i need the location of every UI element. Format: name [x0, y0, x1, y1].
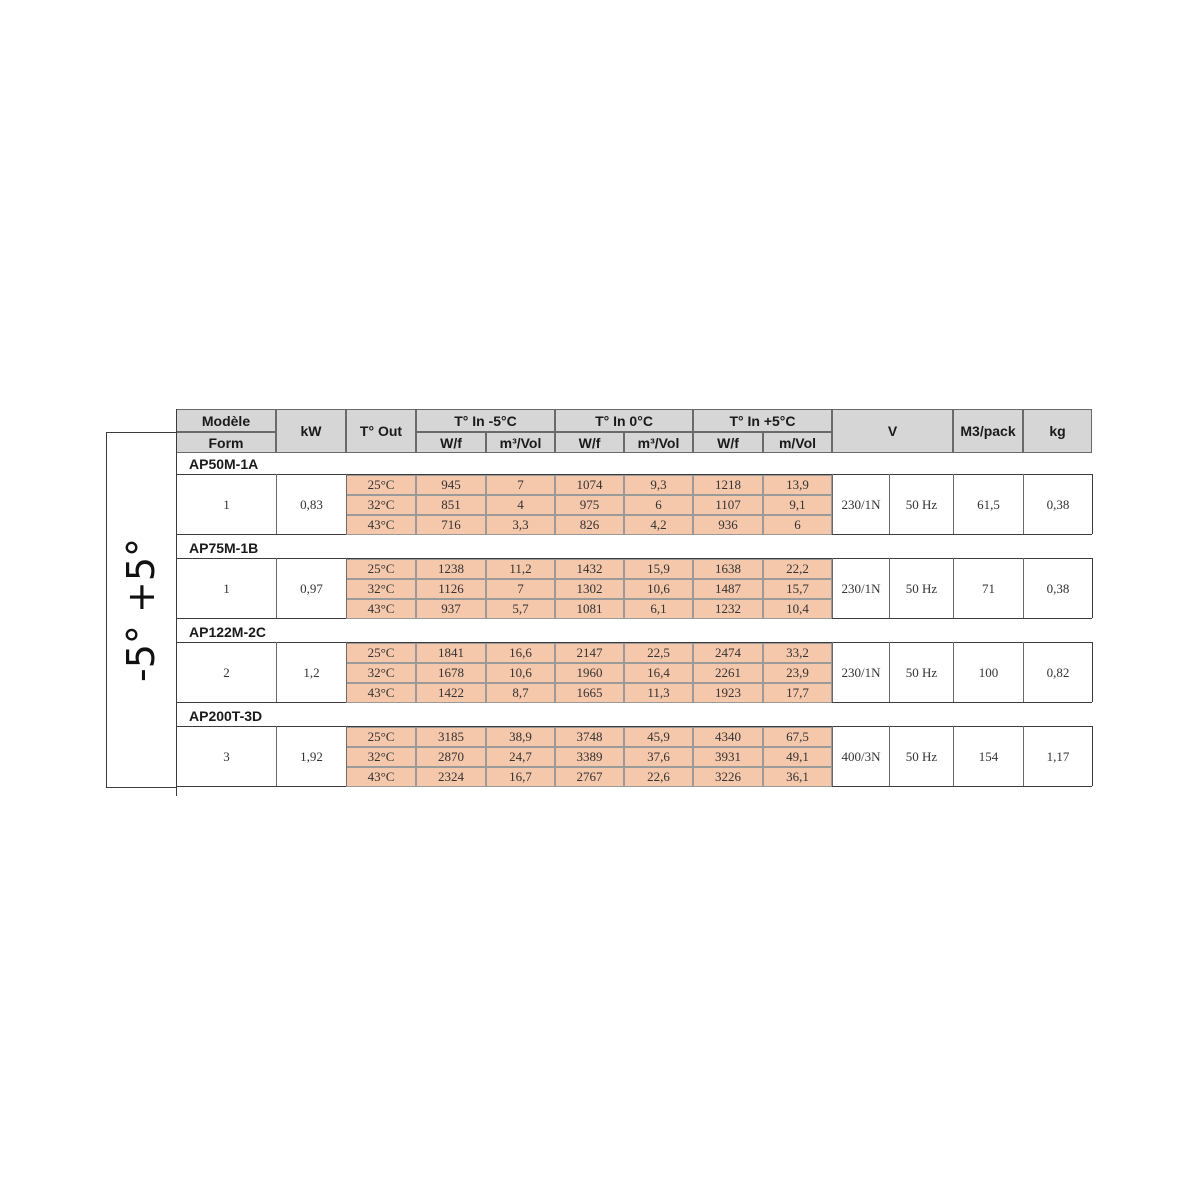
- value-cell: 67,5: [763, 727, 832, 747]
- form-value: 1: [177, 475, 276, 534]
- model-name: AP75M-1B: [177, 537, 346, 558]
- column-divider: [1023, 474, 1024, 534]
- value-cell: 22,2: [763, 559, 832, 579]
- value-cell: 2324: [416, 767, 486, 787]
- m3-pack-value: 71: [954, 559, 1023, 618]
- header-form: Form: [176, 432, 276, 453]
- value-cell: 945: [416, 475, 486, 495]
- value-cell: 1081: [555, 599, 624, 619]
- column-divider: [346, 642, 347, 702]
- value-cell: 6: [763, 515, 832, 535]
- kg-value: 0,38: [1024, 559, 1092, 618]
- value-cell: 3226: [693, 767, 763, 787]
- column-divider: [346, 474, 347, 534]
- table-left-border: [176, 409, 177, 796]
- column-divider: [832, 474, 833, 534]
- t-out-cell: 25°C: [346, 643, 416, 663]
- m3-pack-value: 154: [954, 727, 1023, 786]
- model-name: AP50M-1A: [177, 453, 346, 474]
- value-cell: 716: [416, 515, 486, 535]
- value-cell: 1638: [693, 559, 763, 579]
- header-kw: kW: [276, 409, 346, 453]
- value-cell: 3931: [693, 747, 763, 767]
- column-divider: [953, 474, 954, 534]
- header-voltage: V: [832, 409, 953, 453]
- value-cell: 1422: [416, 683, 486, 703]
- t-out-cell: 32°C: [346, 747, 416, 767]
- t-out-cell: 43°C: [346, 599, 416, 619]
- value-cell: 3748: [555, 727, 624, 747]
- column-divider: [276, 726, 277, 786]
- t-out-cell: 25°C: [346, 727, 416, 747]
- t-out-cell: 43°C: [346, 683, 416, 703]
- value-cell: 1487: [693, 579, 763, 599]
- value-cell: 4340: [693, 727, 763, 747]
- value-cell: 1302: [555, 579, 624, 599]
- kg-value: 0,38: [1024, 475, 1092, 534]
- frequency-value: 50 Hz: [890, 475, 953, 534]
- value-cell: 1678: [416, 663, 486, 683]
- value-cell: 1107: [693, 495, 763, 515]
- column-divider: [1023, 642, 1024, 702]
- form-value: 3: [177, 727, 276, 786]
- column-divider: [276, 558, 277, 618]
- value-cell: 6: [624, 495, 693, 515]
- header-t-in-0: T° In 0°C: [555, 409, 693, 432]
- t-out-cell: 32°C: [346, 579, 416, 599]
- kw-value: 1,2: [277, 643, 346, 702]
- value-cell: 8,7: [486, 683, 555, 703]
- header-vol-1: m³/Vol: [486, 432, 555, 453]
- value-cell: 1126: [416, 579, 486, 599]
- value-cell: 1238: [416, 559, 486, 579]
- kw-value: 1,92: [277, 727, 346, 786]
- value-cell: 22,6: [624, 767, 693, 787]
- value-cell: 2767: [555, 767, 624, 787]
- kg-value: 1,17: [1024, 727, 1092, 786]
- value-cell: 1841: [416, 643, 486, 663]
- value-cell: 11,2: [486, 559, 555, 579]
- column-divider: [1092, 642, 1093, 702]
- value-cell: 36,1: [763, 767, 832, 787]
- value-cell: 16,6: [486, 643, 555, 663]
- t-out-cell: 43°C: [346, 767, 416, 787]
- m3-pack-value: 61,5: [954, 475, 1023, 534]
- kw-value: 0,83: [277, 475, 346, 534]
- column-divider: [346, 726, 347, 786]
- frequency-value: 50 Hz: [890, 643, 953, 702]
- t-out-cell: 32°C: [346, 495, 416, 515]
- value-cell: 2870: [416, 747, 486, 767]
- header-vol-3: m/Vol: [763, 432, 832, 453]
- header-wf-3: W/f: [693, 432, 763, 453]
- form-value: 1: [177, 559, 276, 618]
- value-cell: 1960: [555, 663, 624, 683]
- value-cell: 16,4: [624, 663, 693, 683]
- column-divider: [889, 558, 890, 618]
- value-cell: 10,6: [624, 579, 693, 599]
- column-divider: [1092, 726, 1093, 786]
- value-cell: 33,2: [763, 643, 832, 663]
- model-name: AP122M-2C: [177, 621, 346, 642]
- value-cell: 851: [416, 495, 486, 515]
- kg-value: 0,82: [1024, 643, 1092, 702]
- column-divider: [889, 474, 890, 534]
- value-cell: 2261: [693, 663, 763, 683]
- value-cell: 937: [416, 599, 486, 619]
- column-divider: [832, 558, 833, 618]
- value-cell: 9,3: [624, 475, 693, 495]
- value-cell: 17,7: [763, 683, 832, 703]
- value-cell: 3185: [416, 727, 486, 747]
- frequency-value: 50 Hz: [890, 559, 953, 618]
- value-cell: 3,3: [486, 515, 555, 535]
- column-divider: [832, 726, 833, 786]
- t-out-cell: 25°C: [346, 559, 416, 579]
- t-out-cell: 32°C: [346, 663, 416, 683]
- value-cell: 1923: [693, 683, 763, 703]
- value-cell: 15,7: [763, 579, 832, 599]
- value-cell: 6,1: [624, 599, 693, 619]
- range-box-border: [106, 432, 176, 433]
- value-cell: 45,9: [624, 727, 693, 747]
- value-cell: 1232: [693, 599, 763, 619]
- header-kg: kg: [1023, 409, 1092, 453]
- t-out-cell: 43°C: [346, 515, 416, 535]
- value-cell: 15,9: [624, 559, 693, 579]
- value-cell: 23,9: [763, 663, 832, 683]
- header-vol-2: m³/Vol: [624, 432, 693, 453]
- voltage-value: 230/1N: [833, 643, 889, 702]
- voltage-value: 400/3N: [833, 727, 889, 786]
- value-cell: 1665: [555, 683, 624, 703]
- value-cell: 49,1: [763, 747, 832, 767]
- value-cell: 2147: [555, 643, 624, 663]
- column-divider: [1023, 558, 1024, 618]
- value-cell: 936: [693, 515, 763, 535]
- value-cell: 3389: [555, 747, 624, 767]
- header-m3-pack: M3/pack: [953, 409, 1023, 453]
- column-divider: [889, 642, 890, 702]
- value-cell: 1074: [555, 475, 624, 495]
- value-cell: 37,6: [624, 747, 693, 767]
- column-divider: [1023, 726, 1024, 786]
- value-cell: 9,1: [763, 495, 832, 515]
- column-divider: [1092, 474, 1093, 534]
- value-cell: 38,9: [486, 727, 555, 747]
- column-divider: [953, 558, 954, 618]
- value-cell: 4,2: [624, 515, 693, 535]
- header-t-out: T° Out: [346, 409, 416, 453]
- frequency-value: 50 Hz: [890, 727, 953, 786]
- model-name: AP200T-3D: [177, 705, 346, 726]
- header-model: Modèle: [176, 409, 276, 432]
- voltage-value: 230/1N: [833, 475, 889, 534]
- header-wf-1: W/f: [416, 432, 486, 453]
- column-divider: [1092, 558, 1093, 618]
- value-cell: 16,7: [486, 767, 555, 787]
- m3-pack-value: 100: [954, 643, 1023, 702]
- value-cell: 10,4: [763, 599, 832, 619]
- column-divider: [346, 558, 347, 618]
- value-cell: 975: [555, 495, 624, 515]
- range-label-text: -5° +5°: [119, 538, 164, 682]
- header-wf-2: W/f: [555, 432, 624, 453]
- column-divider: [276, 642, 277, 702]
- value-cell: 10,6: [486, 663, 555, 683]
- value-cell: 1432: [555, 559, 624, 579]
- form-value: 2: [177, 643, 276, 702]
- t-out-cell: 25°C: [346, 475, 416, 495]
- value-cell: 826: [555, 515, 624, 535]
- value-cell: 7: [486, 475, 555, 495]
- range-box-border: [106, 432, 107, 788]
- column-divider: [276, 474, 277, 534]
- value-cell: 2474: [693, 643, 763, 663]
- value-cell: 22,5: [624, 643, 693, 663]
- value-cell: 24,7: [486, 747, 555, 767]
- range-label: [106, 432, 176, 788]
- value-cell: 7: [486, 579, 555, 599]
- column-divider: [832, 642, 833, 702]
- header-t-in-plus5: T° In +5°C: [693, 409, 832, 432]
- value-cell: 11,3: [624, 683, 693, 703]
- kw-value: 0,97: [277, 559, 346, 618]
- header-t-in-minus5: T° In -5°C: [416, 409, 555, 432]
- range-box-border: [106, 787, 176, 788]
- value-cell: 13,9: [763, 475, 832, 495]
- voltage-value: 230/1N: [833, 559, 889, 618]
- column-divider: [953, 726, 954, 786]
- value-cell: 4: [486, 495, 555, 515]
- value-cell: 5,7: [486, 599, 555, 619]
- value-cell: 1218: [693, 475, 763, 495]
- column-divider: [953, 642, 954, 702]
- column-divider: [889, 726, 890, 786]
